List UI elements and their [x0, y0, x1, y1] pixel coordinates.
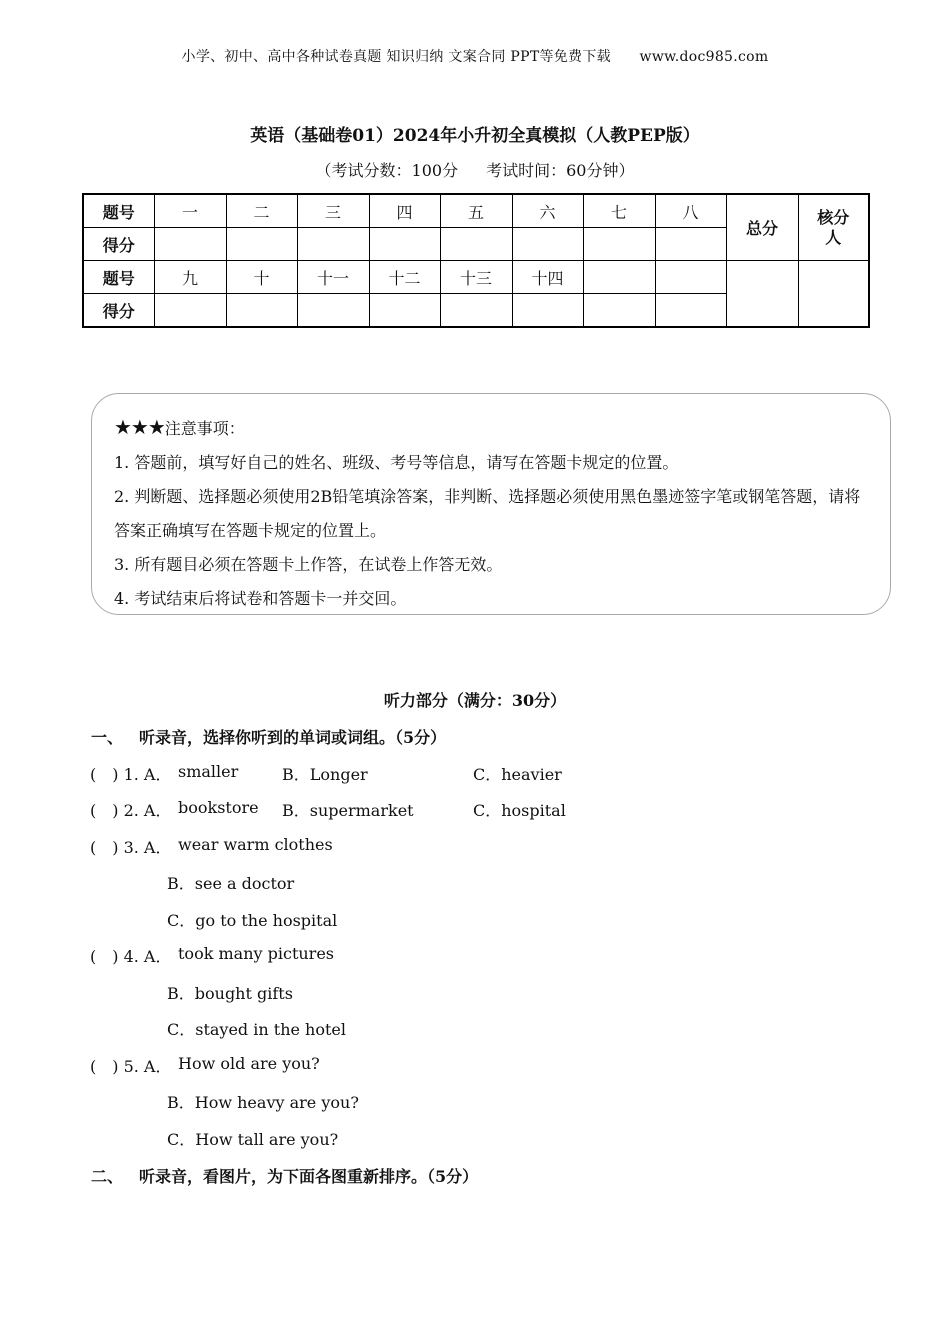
exam-time-info: 考试时间：60分钟）: [486, 161, 635, 180]
question-1: [90, 762, 690, 786]
option-c: C．How tall are you?: [167, 1130, 339, 1149]
checker-cell[interactable]: [798, 261, 869, 328]
question-prefix: ( ) 1. A．: [90, 765, 172, 784]
label-question-num: 题号: [83, 261, 154, 294]
section-num: 五: [440, 194, 512, 228]
part-number: 一、: [91, 728, 124, 747]
section-num: 十二: [369, 261, 440, 294]
score-cell[interactable]: [440, 228, 512, 261]
option-b: B．see a doctor: [167, 874, 295, 893]
question-5: [90, 1054, 690, 1078]
exam-title: 英语（基础卷01）2024年小升初全真模拟（人教PEP版）: [250, 126, 700, 146]
score-cell[interactable]: [655, 294, 726, 328]
notice-item: 2. 判断题、选择题必须使用2B铅笔填涂答案，非判断、选择题必须使用黑色墨迹签字笔或钢笔答题，请将答案正确填写在答题卡规定的位置上。: [114, 487, 861, 540]
section-num: 八: [655, 194, 726, 228]
score-cell[interactable]: [440, 294, 512, 328]
score-table: [82, 193, 870, 328]
score-cell[interactable]: [512, 294, 583, 328]
star-icons: ★★★: [114, 415, 165, 439]
checker-label: 核分人: [798, 194, 869, 261]
option-b: B．Longer: [282, 765, 368, 784]
question-4: [90, 944, 690, 968]
exam-score-info: （考试分数：100分: [315, 161, 459, 180]
section-num: 十一: [297, 261, 369, 294]
section-num: 七: [583, 194, 655, 228]
notice-box: [91, 393, 891, 615]
score-cell[interactable]: [297, 228, 369, 261]
notice-item: 1. 答题前，填写好自己的姓名、班级、考号等信息，请写在答题卡规定的位置。: [114, 453, 679, 472]
option-c: C．hospital: [473, 801, 566, 820]
section-num: 六: [512, 194, 583, 228]
page-header: 小学、初中、高中各种试卷真题 知识归纳 文案合同 PPT等免费下载 www.doc985.com: [181, 49, 769, 65]
option-b: B．bought gifts: [167, 984, 293, 1003]
part-instruction: 听录音，看图片，为下面各图重新排序。（5分）: [139, 1167, 479, 1186]
score-cell[interactable]: [154, 294, 226, 328]
option-c: C．stayed in the hotel: [167, 1020, 347, 1039]
option-a: bookstore: [178, 798, 259, 817]
score-cell[interactable]: [583, 228, 655, 261]
section-num: [583, 261, 655, 294]
section-num: 九: [154, 261, 226, 294]
score-cell[interactable]: [655, 228, 726, 261]
question-2: [90, 798, 690, 822]
score-cell[interactable]: [226, 294, 297, 328]
section-title: 听力部分（满分：30分）: [383, 691, 567, 710]
score-row-num-2: [83, 261, 869, 294]
notice-item: 4. 考试结束后将试卷和答题卡一并交回。: [114, 589, 407, 608]
question-prefix: ( ) 5. A．: [90, 1057, 172, 1076]
option-a: wear warm clothes: [178, 835, 333, 854]
score-row-num-1: [83, 194, 869, 228]
score-cell[interactable]: [369, 228, 440, 261]
notice-item: 3. 所有题目必须在答题卡上作答，在试卷上作答无效。: [114, 555, 503, 574]
total-score-cell[interactable]: [726, 261, 798, 328]
score-cell[interactable]: [154, 228, 226, 261]
label-score: 得分: [83, 228, 154, 261]
section-num: 十四: [512, 261, 583, 294]
option-a: smaller: [178, 762, 239, 781]
section-num: 二: [226, 194, 297, 228]
notice-title: ★★★注意事项：: [114, 415, 245, 439]
section-num: 一: [154, 194, 226, 228]
option-b: B．supermarket: [282, 801, 414, 820]
option-c: C．heavier: [473, 765, 562, 784]
option-a: took many pictures: [178, 944, 334, 963]
score-cell[interactable]: [226, 228, 297, 261]
question-prefix: ( ) 2. A．: [90, 801, 172, 820]
question-3: [90, 835, 690, 859]
section-num: 四: [369, 194, 440, 228]
question-prefix: ( ) 3. A．: [90, 838, 172, 857]
question-prefix: ( ) 4. A．: [90, 947, 172, 966]
section-num: 三: [297, 194, 369, 228]
score-cell[interactable]: [583, 294, 655, 328]
part-instruction: 听录音，选择你听到的单词或词组。（5分）: [139, 728, 447, 747]
option-c: C．go to the hospital: [167, 911, 338, 930]
section-num: [655, 261, 726, 294]
part-number: 二、: [91, 1167, 124, 1186]
part-two-heading: [91, 1164, 478, 1187]
total-score-label: 总分: [726, 194, 798, 261]
section-num: 十三: [440, 261, 512, 294]
score-cell[interactable]: [512, 228, 583, 261]
label-question-num: 题号: [83, 194, 154, 228]
score-cell[interactable]: [297, 294, 369, 328]
label-score: 得分: [83, 294, 154, 328]
option-b: B．How heavy are you?: [167, 1093, 359, 1112]
score-cell[interactable]: [369, 294, 440, 328]
part-one-heading: [91, 725, 446, 748]
section-num: 十: [226, 261, 297, 294]
exam-subtitle: [0, 158, 950, 181]
option-a: How old are you?: [178, 1054, 320, 1073]
